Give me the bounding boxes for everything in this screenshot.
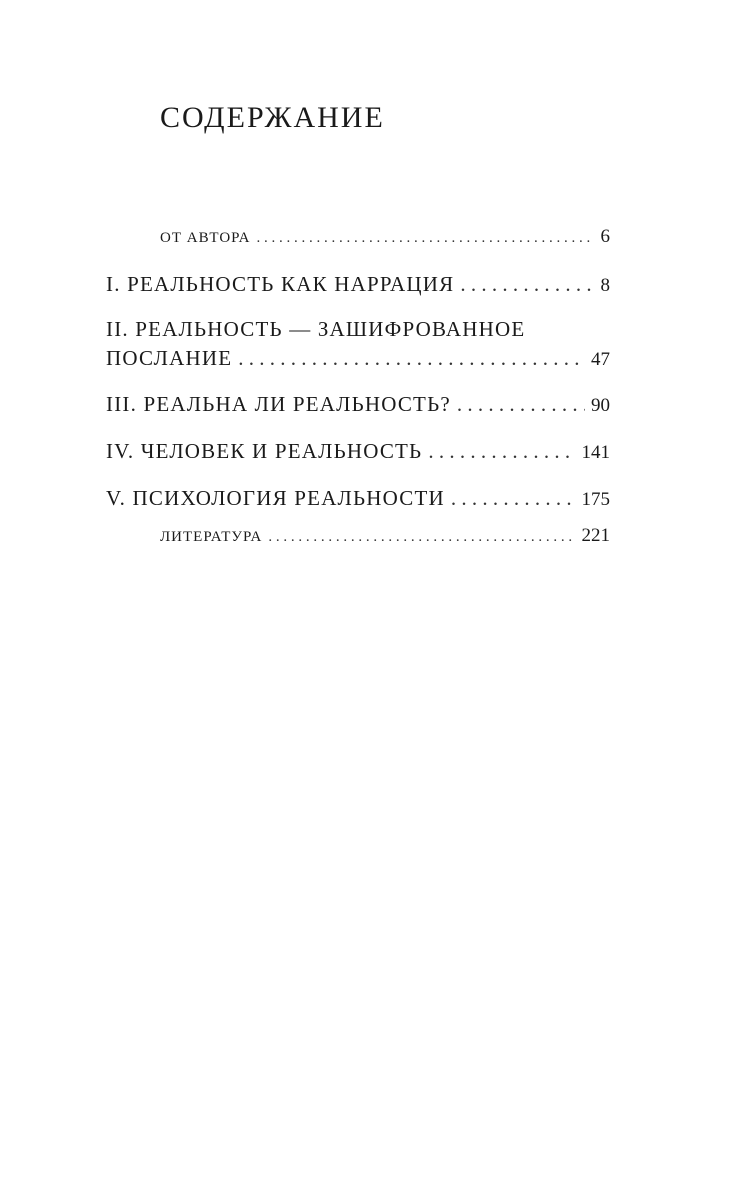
toc-entry-chapter-2-line1: II. РЕАЛЬНОСТЬ — ЗАШИФРОВАННОЕ [106,317,526,341]
toc-page-number: 6 [600,226,610,247]
dot-leader [460,270,594,298]
toc-entry-author [160,226,610,249]
dot-leader [256,227,594,249]
toc-entry-literature [160,525,610,548]
toc-entry-title: V. ПСИХОЛОГИЯ РЕАЛЬНОСТИ [106,486,445,510]
toc-entry-title: IV. ЧЕЛОВЕК И РЕАЛЬНОСТЬ [106,439,423,463]
toc-entry-title: ОТ АВТОРА [160,230,251,246]
toc-entry-title: I. РЕАЛЬНОСТЬ КАК НАРРАЦИЯ [106,272,455,296]
toc-entry-chapter-4 [106,437,610,467]
toc-entry-title: ПОСЛАНИЕ [106,346,233,370]
dot-leader [457,390,585,418]
toc-page-number: 47 [591,349,610,370]
toc-entry-title: ЛИТЕРАТУРА [160,529,263,545]
toc-page-number: 175 [581,489,610,510]
toc-entry-chapter-5 [106,484,610,514]
toc-entry-title: III. РЕАЛЬНА ЛИ РЕАЛЬНОСТЬ? [106,392,451,416]
dot-leader [238,344,585,372]
toc-page-number: 221 [581,525,610,546]
dot-leader [268,526,575,548]
page-title: СОДЕРЖАНИЕ [160,101,385,134]
toc-entry-chapter-2 [106,344,610,374]
toc-page-number: 8 [600,275,610,296]
toc-entry-chapter-3 [106,390,610,420]
dot-leader [451,484,576,512]
toc-entry-chapter-1 [106,270,610,300]
dot-leader [428,437,575,465]
toc-page-number: 90 [591,395,610,416]
toc-page-number: 141 [581,442,610,463]
